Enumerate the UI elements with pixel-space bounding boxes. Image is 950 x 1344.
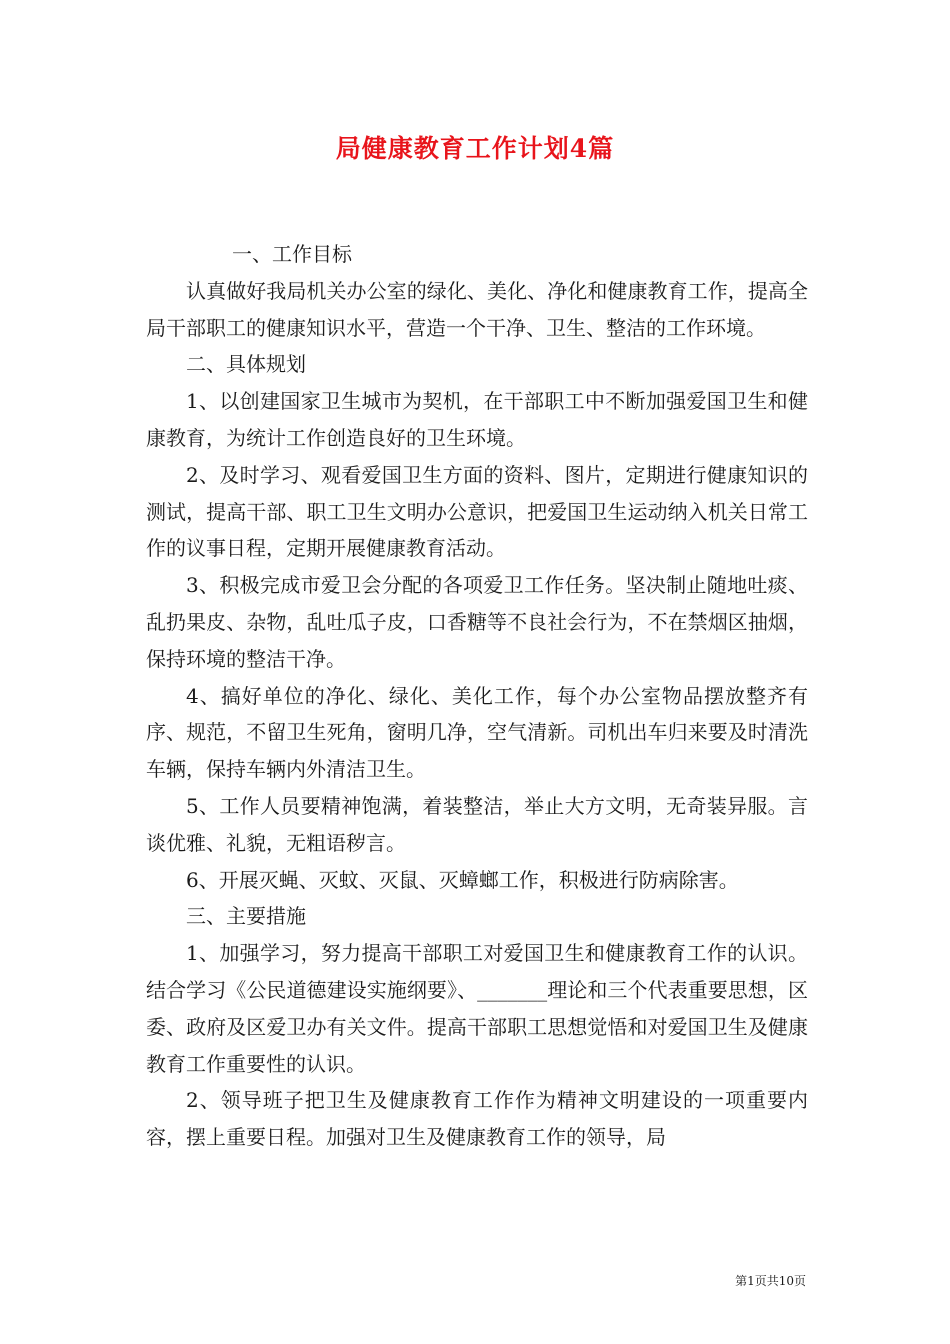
document-body xyxy=(146,236,808,1156)
paragraph: 5、工作人员要精神饱满，着装整洁，举止大方文明，无奇装异服。言谈优雅、礼貌，无粗语秽言。 xyxy=(146,793,808,855)
paragraph: 2、领导班子把卫生及健康教育工作作为精神文明建设的一项重要内容，摆上重要日程。加强对卫生及健康教育工作的领导，局 xyxy=(146,1088,808,1150)
document-title: 局健康教育工作计划4篇 xyxy=(335,134,615,163)
paragraph: 认真做好我局机关办公室的绿化、美化、净化和健康教育工作，提高全局干部职工的健康知识水平，营造一个干净、卫生、整洁的工作环境。 xyxy=(146,278,808,340)
section-heading-measures: 三、主要措施 xyxy=(186,904,306,929)
page-number-footer: 第1页共10页 xyxy=(735,1274,806,1288)
section-heading-goals: 一、工作目标 xyxy=(232,242,352,266)
paragraph: 3、积极完成市爱卫会分配的各项爱卫工作任务。坚决制止随地吐痰、乱扔果皮、杂物，乱吐瓜子皮，口香糖等不良社会行为，不在禁烟区抽烟，保持环境的整洁干净。 xyxy=(146,573,808,671)
paragraph: 4、搞好单位的净化、绿化、美化工作，每个办公室物品摆放整齐有序、规范，不留卫生死角，窗明几净，空气清新。司机出车归来要及时清洗车辆，保持车辆内外清洁卫生。 xyxy=(146,683,808,782)
paragraph: 1、以创建国家卫生城市为契机，在干部职工中不断加强爱国卫生和健康教育，为统计工作创造良好的卫生环境。 xyxy=(146,389,808,450)
paragraph: 2、及时学习、观看爱国卫生方面的资料、图片，定期进行健康知识的测试，提高干部、职工卫生文明办公意识，把爱国卫生运动纳入机关日常工作的议事日程，定期开展健康教育活动。 xyxy=(146,462,808,561)
section-heading-plan: 二、具体规划 xyxy=(186,352,306,377)
paragraph: 1、加强学习，努力提高干部职工对爱国卫生和健康教育工作的认识。结合学习《公民道德建设实施纲要》、_______理论和三个代表重要思想，区委、政府及区爱卫办有关文件。提高干部职工思想觉悟和对爱国卫生及健康教育工作重要性的认识。 xyxy=(146,941,808,1076)
paragraph: 6、开展灭蝇、灭蚊、灭鼠、灭蟑螂工作，积极进行防病除害。 xyxy=(186,867,739,892)
